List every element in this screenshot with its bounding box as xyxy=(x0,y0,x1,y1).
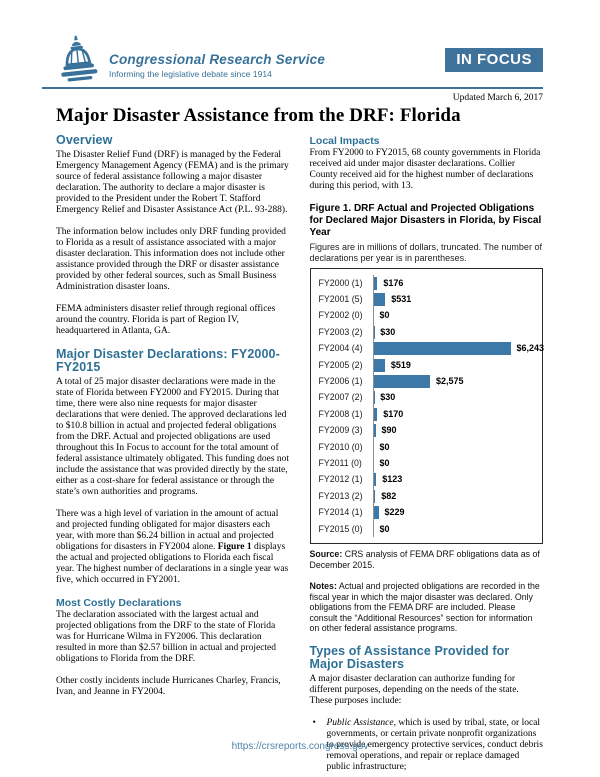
chart-row xyxy=(319,439,541,455)
section-heading-declarations: Major Disaster Declarations: FY2000-FY2015 xyxy=(56,346,280,374)
figure-title: Figure 1. DRF Actual and Projected Obligations for Declared Major Disasters in Florida, by Fiscal Year xyxy=(309,203,542,238)
chart-bar-area xyxy=(373,521,541,537)
overview-paragraph-2: The information below includes only DRF funding provided to Florida as a result of assistance associated with a major disaster declaration. This information does not include other assistance provided through the DRF or disaster assistance provided by other federal sources, such as Small Business Administration disaster loans. xyxy=(56,226,286,292)
crs-reports-link[interactable]: https://crsreports.congress.gov xyxy=(231,741,369,752)
chart-bar-area xyxy=(373,357,541,373)
types-intro-paragraph: A major disaster declaration can authorize funding for different purposes, depending on the needs of the state. These purposes include: xyxy=(309,673,519,706)
source-label: Source: xyxy=(309,549,343,560)
chart-row xyxy=(319,423,541,439)
chart-category-label: FY2006 (1) xyxy=(318,376,363,387)
chart-row xyxy=(319,275,541,291)
section-heading-overview: Overview xyxy=(56,133,113,147)
chart-value-label: $30 xyxy=(380,392,396,403)
notes-text: Actual and projected obligations are recorded in the fiscal year in which the major disaster was declared. Only obligations from the FEMA DRF are included. Please consult the “Additional Resources” section for information on other federal assistance programs. xyxy=(309,581,540,634)
chart-bar-area xyxy=(373,291,541,307)
declarations-p2-text-after: displays the actual and projected obligations to Florida each fiscal year. The highest number of declarations in a single year was five, which occurred in FY2001. xyxy=(56,541,289,585)
figure-source xyxy=(310,549,544,570)
chart-bar-area xyxy=(373,439,541,455)
chart-bar xyxy=(374,490,376,503)
notes-label: Notes: xyxy=(309,581,337,592)
bullet-marker: • xyxy=(312,717,316,728)
chart-bar xyxy=(374,326,375,339)
chart-bar-area xyxy=(373,488,541,504)
chart-category-label: FY2008 (1) xyxy=(318,408,363,419)
chart-value-label: $0 xyxy=(379,523,390,534)
right-column xyxy=(310,134,544,773)
chart-bar-area xyxy=(373,455,541,471)
chart-row xyxy=(319,357,541,373)
section-heading-types: Types of Assistance Provided for Major Disasters xyxy=(309,643,510,672)
in-focus-badge: IN FOCUS xyxy=(445,48,543,72)
chart-value-label: $6,243 xyxy=(516,343,545,354)
chart-bar-area xyxy=(373,472,541,488)
chart-bar-area xyxy=(373,504,541,520)
brand-tagline: Informing the legislative debate since 1914 xyxy=(109,69,272,79)
chart-value-label: $0 xyxy=(379,310,390,321)
overview-paragraph-1: The Disaster Relief Fund (DRF) is managed by the Federal Emergency Management Agency (FEMA) and is the primary source of federal assistance following a major disaster declaration. The authority to declare a major disaster is provided to the President under the Robert T. Stafford Emergency Relief and Disaster Assistance Act (P.L. 93-288). xyxy=(56,149,289,215)
figure-1-reference: Figure 1 xyxy=(217,541,252,552)
figure-caption: Figures are in millions of dollars, truncated. The number of declarations per year is in parentheses. xyxy=(309,242,542,263)
document-header xyxy=(56,36,543,88)
chart-value-label: $229 xyxy=(384,507,405,518)
chart-category-label: FY2012 (1) xyxy=(318,474,363,485)
chart-bar-area xyxy=(373,406,541,422)
chart-category-label: FY2009 (3) xyxy=(318,425,363,436)
crs-brand xyxy=(56,36,325,86)
chart-category-label: FY2005 (2) xyxy=(318,359,363,370)
declarations-p2-text: There was a high level of variation in the amount of actual and projected funding obligated for major disasters each year, with more than $6.24 billion in actual and projected obligations for disasters in FY2004 alone. xyxy=(56,508,279,552)
chart-row xyxy=(319,504,541,520)
updated-date: Updated March 6, 2017 xyxy=(452,93,543,103)
chart-row xyxy=(319,455,541,471)
chart-row xyxy=(319,291,541,307)
chart-bar xyxy=(374,391,375,404)
chart-row xyxy=(318,341,545,357)
chart-value-label: $0 xyxy=(379,457,390,468)
chart-row xyxy=(319,488,541,504)
declarations-paragraph-2 xyxy=(56,509,290,586)
declarations-paragraph-1: A total of 25 major disaster declarations were made in the state of Florida between FY2000 and FY2015. During that time, there were also nine requests for major disaster declarations that were denied. The approved declarations led to $10.8 billion in actual and projected federal obligations from the DRF. Actual and projected obligations are used throughout this In Focus to account for the total amount of federal assistance ultimately obligated. This funding does not include the assistance that was provided directly by the state, either as a cost-share for federal assistance or through the state’s own authorities and programs. xyxy=(56,376,290,497)
public-assistance-description: , which is used by tribal, state, or local governments, or certain private nonprofit organizations to provide emergency protective services, conduct debris removal operations, and repair or replace damaged public infrastructure; xyxy=(326,717,543,772)
chart-value-label: $82 xyxy=(381,490,397,501)
chart-row xyxy=(319,406,541,422)
local-impacts-paragraph: From FY2000 to FY2015, 68 county governments in Florida received aid under major disaster declarations. Collier County received aid for the highest number of declarations during this period, with 13. xyxy=(309,148,541,191)
public-assistance-term: Public Assistance xyxy=(326,717,394,728)
chart-bar-area xyxy=(373,275,541,291)
chart-category-label: FY2007 (2) xyxy=(318,392,363,403)
source-text: CRS analysis of FEMA DRF obligations data as of December 2015. xyxy=(309,549,540,570)
chart-bar xyxy=(374,473,377,486)
chart-bar xyxy=(374,277,378,290)
chart-value-label: $531 xyxy=(391,294,412,305)
chart-bar-area xyxy=(373,341,545,357)
chart-category-label: FY2001 (5) xyxy=(318,294,363,305)
chart-bar xyxy=(374,408,378,421)
brand-name: Congressional Research Service xyxy=(109,52,326,67)
chart-row xyxy=(319,373,541,389)
chart-row xyxy=(319,324,541,340)
most-costly-paragraph-2: Other costly incidents include Hurricanes Charley, Francis, Ivan, and Jeanne in FY2004. xyxy=(56,675,281,697)
chart-value-label: $176 xyxy=(383,277,404,288)
chart-bar-area xyxy=(373,390,541,406)
chart-value-label: $30 xyxy=(380,326,396,337)
figure-chart xyxy=(310,268,544,544)
chart-category-label: FY2011 (0) xyxy=(318,457,362,468)
chart-value-label: $519 xyxy=(390,359,411,370)
chart-category-label: FY2015 (0) xyxy=(318,523,363,534)
chart-category-label: FY2004 (4) xyxy=(318,343,363,354)
chart-category-label: FY2013 (2) xyxy=(318,490,363,501)
chart-row xyxy=(319,308,541,324)
chart-bar xyxy=(374,342,511,355)
overview-paragraph-3: FEMA administers disaster relief through regional offices around the country. Florida is part of Region IV, headquartered in Atlanta, GA. xyxy=(56,303,276,336)
capitol-dome-icon xyxy=(53,32,102,88)
chart-value-label: $0 xyxy=(379,441,390,452)
chart-category-label: FY2010 (0) xyxy=(318,441,363,452)
chart-bar-area xyxy=(373,308,541,324)
chart-bar xyxy=(374,506,379,519)
subheading-local-impacts: Local Impacts xyxy=(309,135,380,147)
left-column xyxy=(56,134,290,773)
most-costly-paragraph-1: The declaration associated with the largest actual and projected obligations from the DRF to the state of Florida was for Hurricane Wilma in FY2006. This declaration resulted in more than $2.57 billion in actual and projected obligations to Florida from the DRF. xyxy=(56,609,277,664)
chart-bar-area xyxy=(373,373,541,389)
chart-bar-area xyxy=(373,423,541,439)
figure-notes xyxy=(310,581,544,634)
chart-bar xyxy=(374,424,376,437)
chart-bar xyxy=(374,359,385,372)
chart-bar xyxy=(374,293,386,306)
chart-category-label: FY2003 (2) xyxy=(318,326,363,337)
chart-category-label: FY2000 (1) xyxy=(318,277,363,288)
chart-row xyxy=(319,521,541,537)
chart-value-label: $90 xyxy=(381,425,397,436)
chart-row xyxy=(319,472,541,488)
subheading-most-costly: Most Costly Declarations xyxy=(56,596,182,609)
brand-text xyxy=(109,52,325,79)
chart-value-label: $170 xyxy=(383,408,404,419)
chart-bar-area xyxy=(373,324,541,340)
chart-category-label: FY2002 (0) xyxy=(318,310,363,321)
chart-value-label: $123 xyxy=(382,474,403,485)
chart-row xyxy=(319,390,541,406)
chart-value-label: $2,575 xyxy=(436,376,464,387)
two-column-body xyxy=(56,134,543,773)
page-title: Major Disaster Assistance from the DRF: Florida xyxy=(56,105,461,126)
page-footer xyxy=(0,736,600,754)
chart-category-label: FY2014 (1) xyxy=(318,507,363,518)
chart-bar xyxy=(374,375,431,388)
